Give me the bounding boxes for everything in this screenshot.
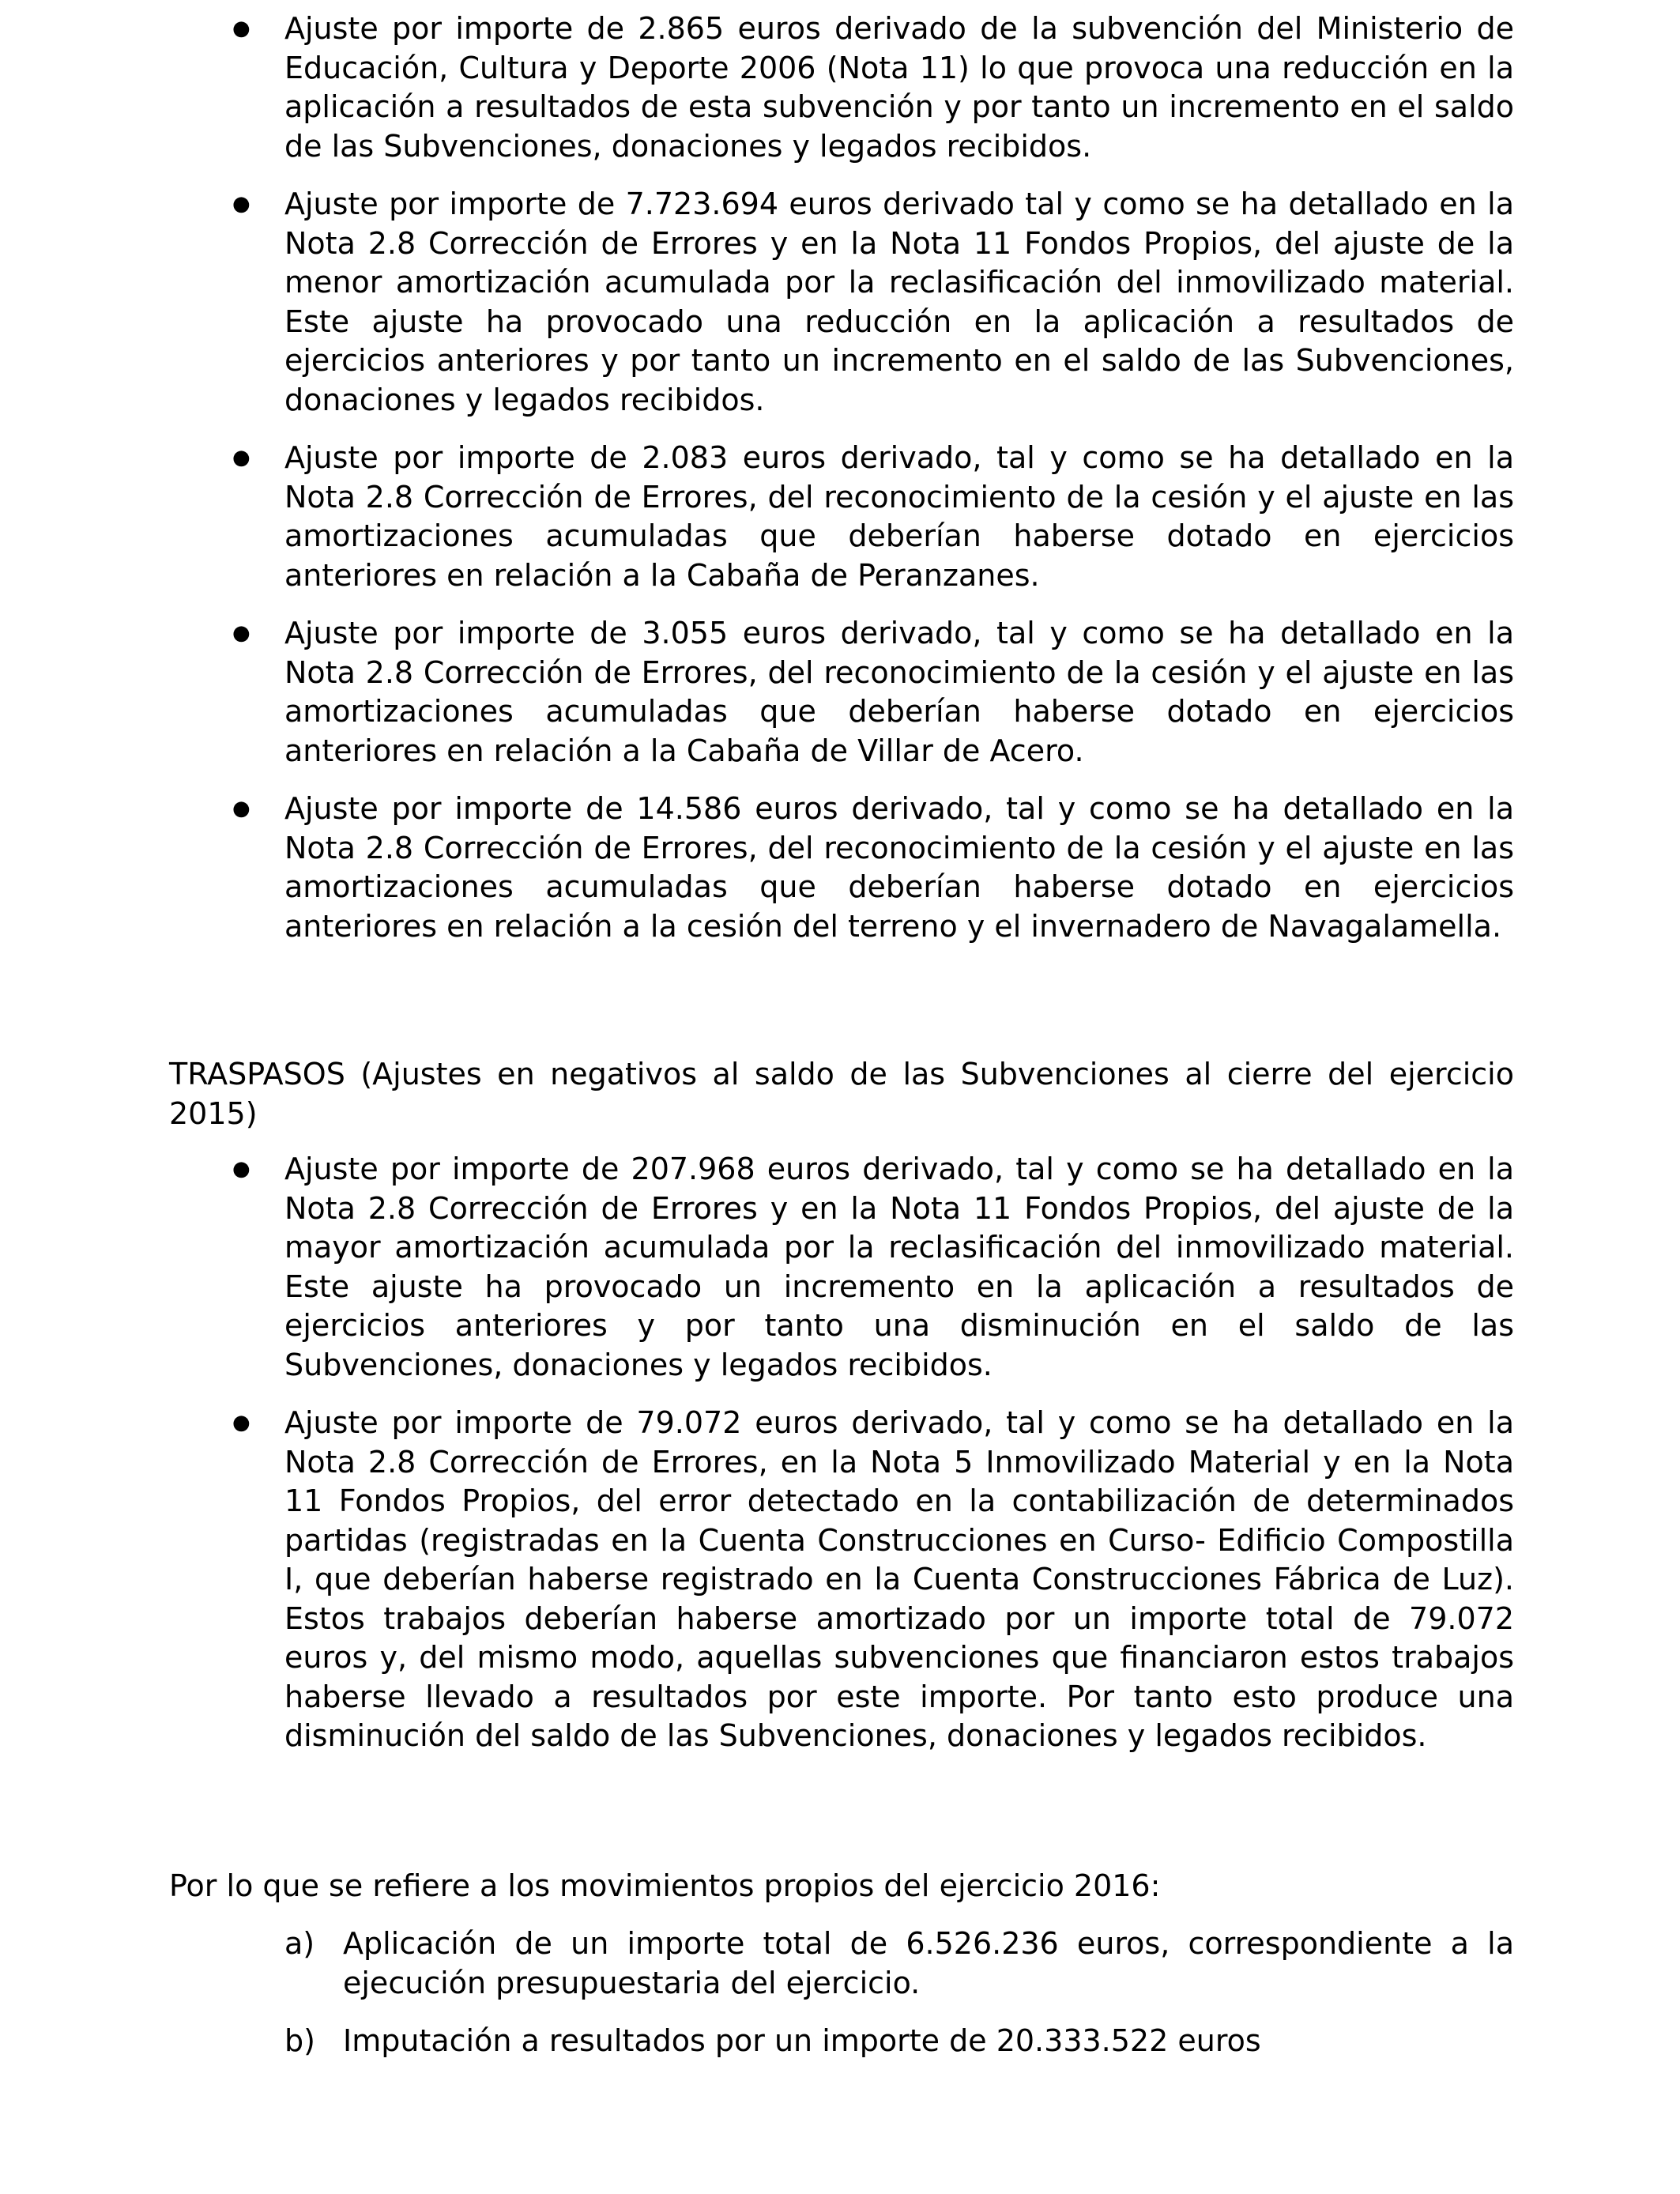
- list-item: [169, 185, 1514, 420]
- bullet-icon: ●: [232, 1157, 250, 1181]
- list-item-text: Ajuste por importe de 2.083 euros derivado, tal y como se ha detallado en la Nota 2.8 Corrección de Errores, del reconocimiento de la cesión y el ajuste en las amortizaciones acumuladas que deberían haberse dotado en ejercicios anteriores en relación a la Cabaña de Peranzanes.: [284, 440, 1514, 593]
- list-item-text: Ajuste por importe de 7.723.694 euros derivado tal y como se ha detallado en la Nota 2.8 Corrección de Errores y en la Nota 11 Fondos Propios, del ajuste de la menor amortización acumulada por la reclasificación del inmovilizado material. Este ajuste ha provocado una reducción en la aplicación a resultados de ejercicios anteriores y por tanto un incremento en el saldo de las Subvenciones, donaciones y legados recibidos.: [284, 187, 1514, 417]
- list-item: [169, 1924, 1514, 2003]
- list-item: [169, 790, 1514, 946]
- list-item-text: Ajuste por importe de 2.865 euros derivado de la subvención del Ministerio de Educación, Cultura y Deporte 2006 (Nota 11) lo que provoca una reducción en la aplicación a resultados de esta subvención y por tanto un incremento en el saldo de las Subvenciones, donaciones y legados recibidos.: [284, 11, 1514, 164]
- list-item: [169, 9, 1514, 166]
- list-item-text: Ajuste por importe de 14.586 euros derivado, tal y como se ha detallado en la Nota 2.8 Corrección de Errores, del reconocimiento de la cesión y el ajuste en las amortizaciones acumuladas que deberían haberse dotado en ejercicios anteriores en relación a la cesión del terreno y el invernadero de Navagalamella.: [284, 791, 1514, 944]
- movimientos-list: [169, 1924, 1514, 2061]
- list-item-text: Imputación a resultados por un importe de 20.333.522 euros: [343, 2023, 1261, 2058]
- list-item: [169, 439, 1514, 595]
- list-item: [169, 614, 1514, 771]
- traspasos-heading: TRASPASOS (Ajustes en negativos al saldo de las Subvenciones al cierre del ejercicio 2015): [169, 1057, 1514, 1131]
- list-marker: b): [284, 2023, 315, 2058]
- adjustments-list: [169, 9, 1514, 946]
- list-item-text: Aplicación de un importe total de 6.526.236 euros, correspondiente a la ejecución presupuestaria del ejercicio.: [343, 1926, 1514, 2000]
- movimientos-intro: Por lo que se refiere a los movimientos propios del ejercicio 2016:: [169, 1868, 1161, 1903]
- list-item: [169, 1404, 1514, 1756]
- list-item-text: Ajuste por importe de 207.968 euros derivado, tal y como se ha detallado en la Nota 2.8 Corrección de Errores y en la Nota 11 Fondos Propios, del ajuste de la mayor amortización acumulada por la reclasificación del inmovilizado material. Este ajuste ha provocado un incremento en la aplicación a resultados de ejercicios anteriores y por tanto una disminución en el saldo de las Subvenciones, donaciones y legados recibidos.: [284, 1152, 1514, 1382]
- traspasos-list: [169, 1150, 1514, 1756]
- bullet-icon: ●: [232, 17, 250, 40]
- list-item-text: Ajuste por importe de 79.072 euros derivado, tal y como se ha detallado en la Nota 2.8 Corrección de Errores, en la Nota 5 Inmovilizado Material y en la Nota 11 Fondos Propios, del error detectado en la contabilización de determinados partidas (registradas en la Cuenta Construcciones en Curso- Edificio Compostilla I, que deberían haberse registrado en la Cuenta Construcciones Fábrica de Luz). Estos trabajos deberían haberse amortizado por un importe total de 79.072 euros y, del mismo modo, aquellas subvenciones que financiaron estos trabajos haberse llevado a resultados por este importe. Por tanto esto produce una disminución del saldo de las Subvenciones, donaciones y legados recibidos.: [284, 1405, 1514, 1753]
- bullet-icon: ●: [232, 797, 250, 820]
- bullet-icon: ●: [232, 192, 250, 216]
- bullet-icon: ●: [232, 446, 250, 469]
- bullet-icon: ●: [232, 1411, 250, 1434]
- list-item: [169, 2022, 1514, 2061]
- list-marker: a): [284, 1926, 315, 1961]
- list-item-text: Ajuste por importe de 3.055 euros derivado, tal y como se ha detallado en la Nota 2.8 Corrección de Errores, del reconocimiento de la cesión y el ajuste en las amortizaciones acumuladas que deberían haberse dotado en ejercicios anteriores en relación a la Cabaña de Villar de Acero.: [284, 616, 1514, 768]
- list-item: [169, 1150, 1514, 1385]
- bullet-icon: ●: [232, 621, 250, 645]
